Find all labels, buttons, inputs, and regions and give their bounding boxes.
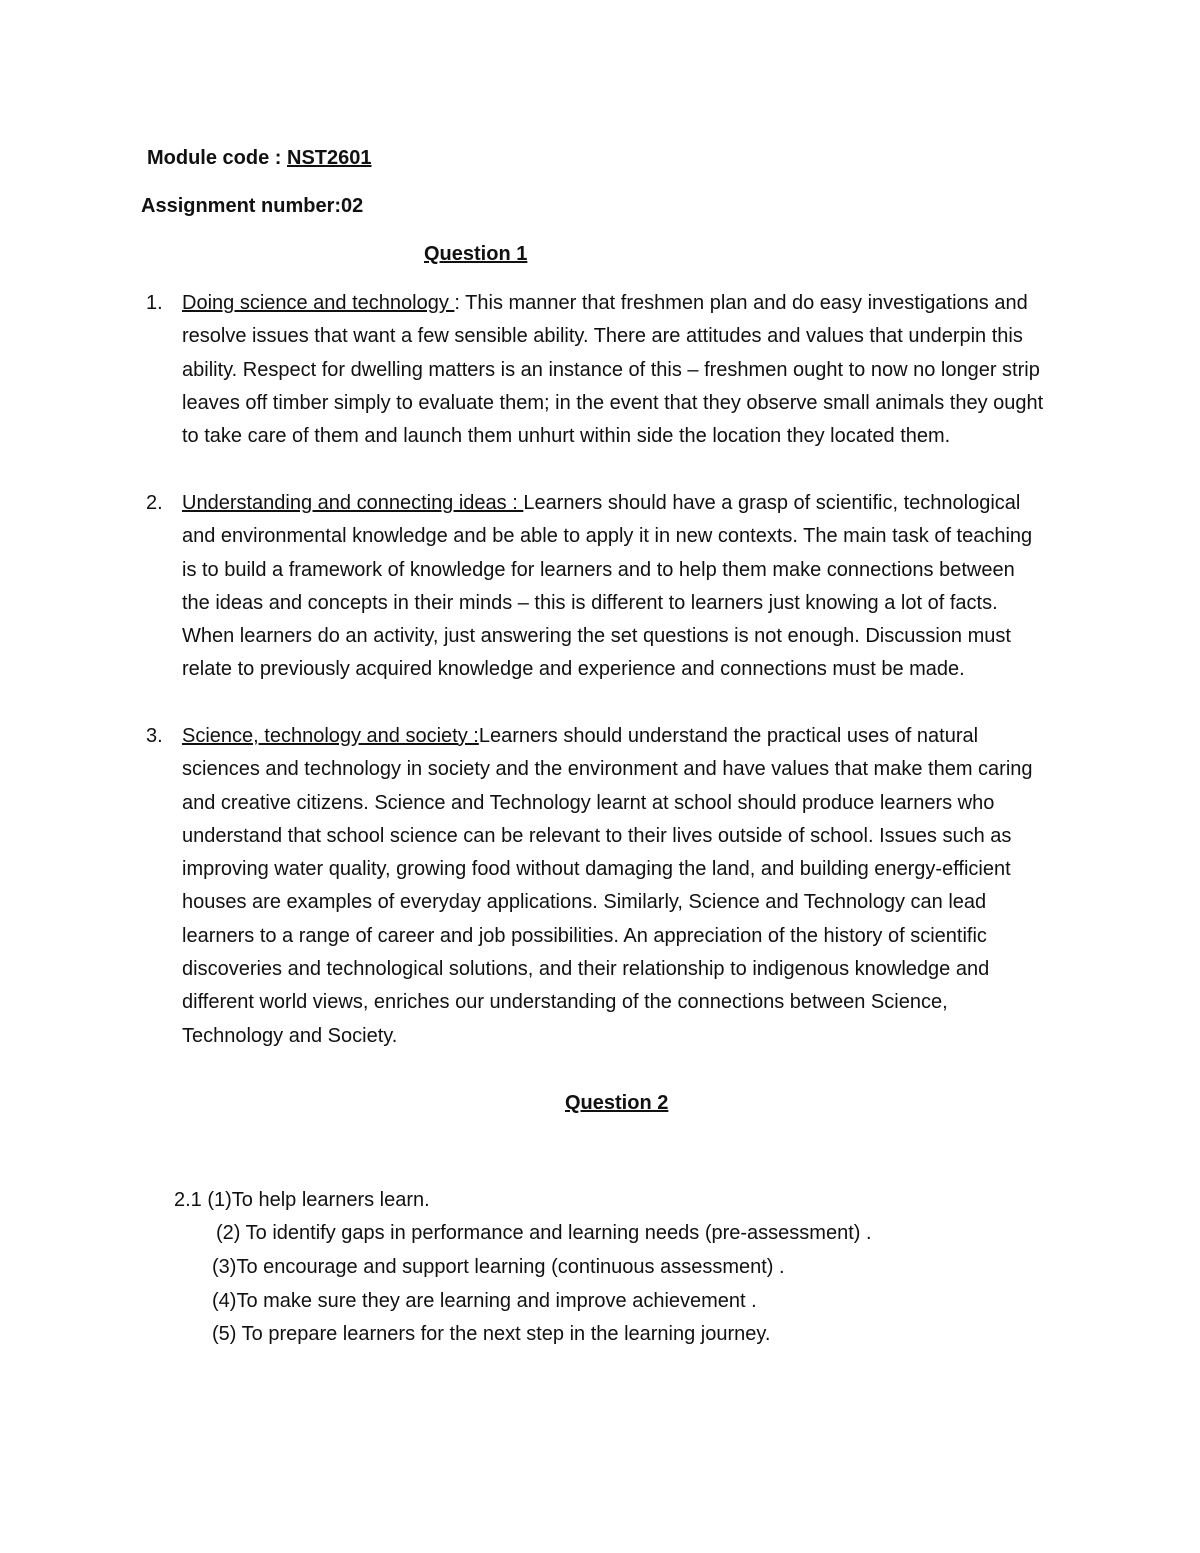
module-code-label: Module code : — [147, 147, 287, 169]
question-2-line-5: (5) To prepare learners for the next step in the learning journey. — [212, 1323, 771, 1345]
module-code-value: NST2601 — [287, 147, 372, 169]
item-term: Understanding and connecting ideas : — [182, 492, 524, 514]
item-term: Science, technology and society : — [182, 725, 479, 747]
module-code-line — [147, 146, 372, 170]
question-1-heading: Question 1 — [424, 243, 528, 265]
question-2-line-4: (4)To make sure they are learning and improve achievement . — [212, 1290, 757, 1312]
question-2-line-2: (2) To identify gaps in performance and learning needs (pre-assessment) . — [216, 1222, 872, 1244]
question-1-item-2 — [146, 487, 1046, 687]
item-number: 3. — [146, 725, 163, 747]
question-2-line-1: 2.1 (1)To help learners learn. — [174, 1189, 430, 1211]
item-term: Doing science and technology — [182, 292, 455, 314]
item-text: : This manner that freshmen plan and do easy investigations and resolve issues that want a few sensible ability. There are attitudes and values that underpin this ability. Respect for dwelling matters is an instance of this – freshmen ought to now no longer strip leaves off timber simply to evaluate them; in the event that they observe small animals they ought to take care of them and launch them unhurt within side the location they located them. — [182, 292, 1044, 448]
question-2-heading: Question 2 — [565, 1092, 669, 1114]
item-number: 2. — [146, 492, 163, 514]
question-1-item-1 — [146, 287, 1046, 453]
item-text: Learners should understand the practical uses of natural sciences and technology in society and the environment and have values that make them caring and creative citizens. Science and Technology learnt at school should produce learners who understand that school science can be relevant to their lives outside of school. Issues such as improving water quality, growing food without damaging the land, and building energy-efficient houses are examples of everyday applications. Similarly, Science and Technology can lead learners to a range of career and job possibilities. An appreciation of the history of scientific discoveries and technological solutions, and their relationship to indigenous knowledge and different world views, enriches our understanding of the connections between Science, Technology and Society. — [182, 725, 1033, 1047]
question-2-line-3: (3)To encourage and support learning (continuous assessment) . — [212, 1256, 785, 1278]
question-1-item-3 — [146, 720, 1046, 1053]
item-number: 1. — [146, 292, 163, 314]
assignment-number: Assignment number:02 — [141, 195, 364, 217]
item-text: Learners should have a grasp of scientific, technological and environmental knowledge and be able to apply it in new contexts. The main task of teaching is to build a framework of knowledge for learners and to help them make connections between the ideas and concepts in their minds – this is different to learners just knowing a lot of facts. When learners do an activity, just answering the set questions is not enough. Discussion must relate to previously acquired knowledge and experience and connections must be made. — [182, 492, 1033, 681]
